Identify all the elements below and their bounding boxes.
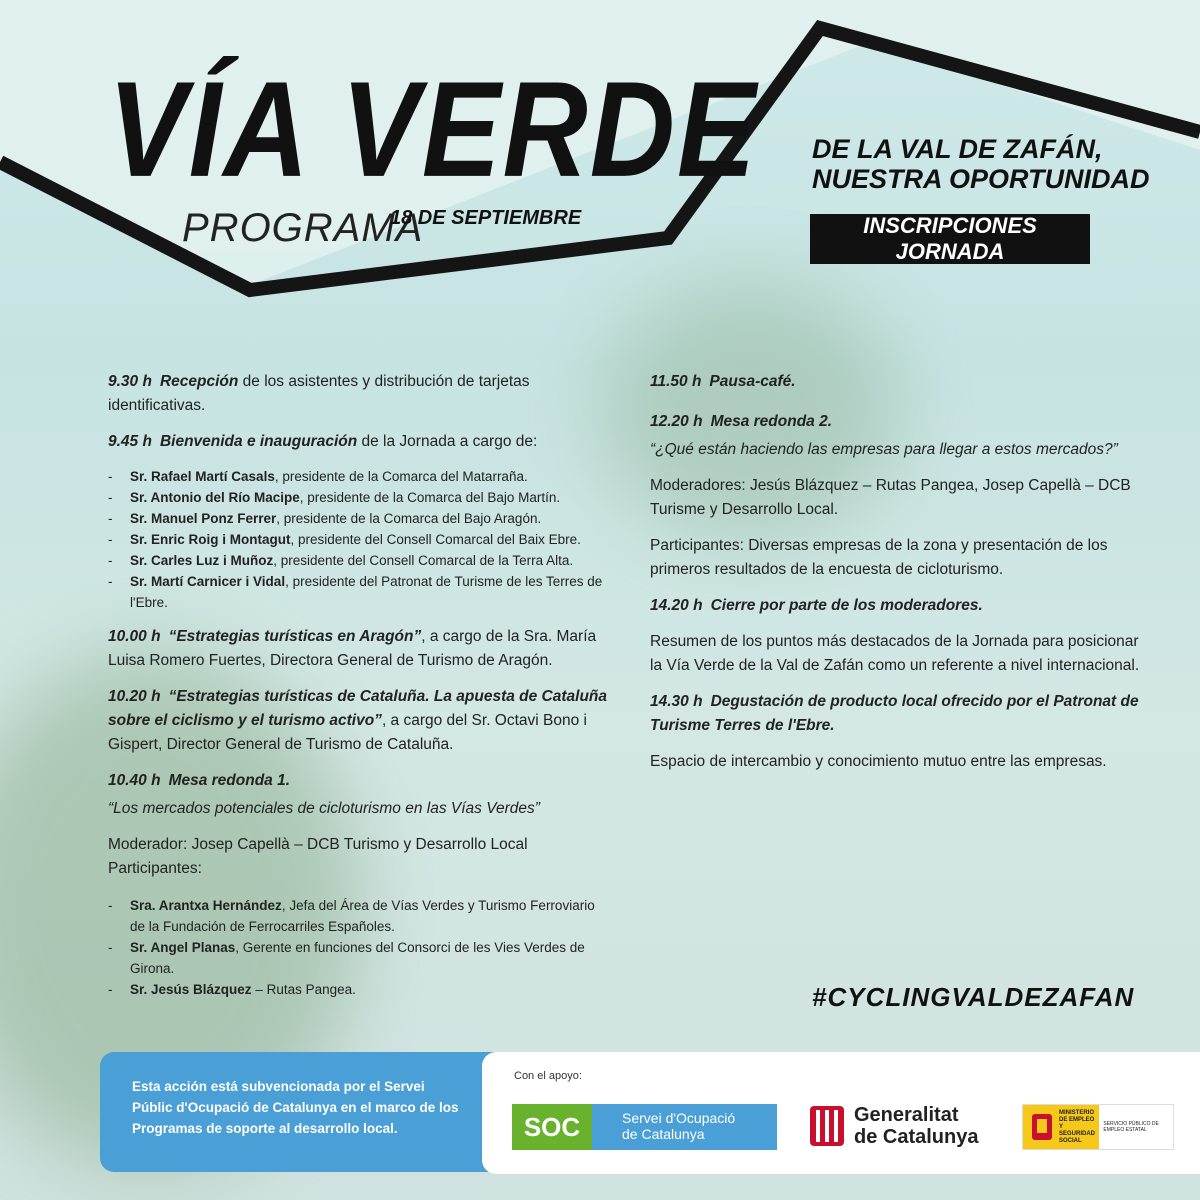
- program-item: 12.20 h Mesa redonda 2.: [650, 413, 833, 430]
- participants-line: Participantes: Diversas empresas de la zona y presentación de los primeros resultados de la encuesta de cicloturismo.: [650, 537, 1108, 578]
- page-title: VÍA VERDE: [108, 53, 758, 206]
- program-item: 9.45 h Bienvenida e inauguración de la Jornada a cargo de:: [108, 433, 538, 450]
- hashtag: #CYCLINGVALDEZAFAN: [812, 982, 1135, 1012]
- program-text: Espacio de intercambio y conocimiento mutuo entre las empresas.: [650, 753, 1107, 770]
- funding-text: Esta acción está subvencionada por el Servei Públic d'Ocupació de Catalunya en el marco de los Programas de soporte al desarrollo local.: [132, 1079, 459, 1136]
- participants-list: [108, 895, 608, 1000]
- list-item: - Sra. Arantxa Hernández, Jefa del Área de Vías Verdes y Turismo Ferroviario de la Fundación de Ferrocarriles Españoles.: [108, 895, 608, 937]
- programa-label: PROGRAMA: [182, 206, 424, 250]
- list-item: - Sr. Rafael Martí Casals, presidente de la Comarca del Matarraña.: [108, 466, 608, 487]
- program-item: 10.40 h Mesa redonda 1.: [108, 772, 291, 789]
- ministerio-text: MINISTERIO DE EMPLEO Y SEGURIDAD SOCIAL: [1059, 1109, 1096, 1144]
- list-item: - Sr. Manuel Ponz Ferrer, presidente de la Comarca del Bajo Aragón.: [108, 508, 608, 529]
- subtitle-line: DE LA VAL DE ZAFÁN,: [812, 134, 1103, 164]
- list-item: - Sr. Antonio del Río Macipe, presidente de la Comarca del Bajo Martín.: [108, 487, 608, 508]
- program-right-column: [650, 370, 1150, 786]
- ministerio-logo: [1022, 1104, 1174, 1150]
- generalitat-emblem-icon: [810, 1106, 844, 1146]
- list-item: - Sr. Martí Carnicer i Vidal, presidente del Patronat de Turisme de les Terres de l'Ebre.: [108, 571, 608, 613]
- support-label: Con el apoyo:: [514, 1070, 582, 1082]
- coat-of-arms-icon: [1029, 1112, 1055, 1142]
- generalitat-logo-text: Generalitat de Catalunya: [854, 1104, 979, 1148]
- footer-sponsors: [482, 1052, 1200, 1174]
- speakers-list: [108, 466, 608, 613]
- subtitle-line: NUESTRA OPORTUNIDAD: [812, 164, 1150, 194]
- program-text: Resumen de los puntos más destacados de la Jornada para posicionar la Vía Verde de la Val de Zafán como un referente a nivel internacional.: [650, 633, 1140, 674]
- moderator-line: Moderador: Josep Capellà – DCB Turismo y Desarrollo Local Participantes:: [108, 836, 528, 877]
- list-item: - Sr. Jesús Blázquez – Rutas Pangea.: [108, 979, 608, 1000]
- subtitle: [812, 134, 1150, 194]
- inscripciones-button[interactable]: INSCRIPCIONES JORNADA: [810, 214, 1090, 264]
- program-item: 14.30 h Degustación de producto local ofrecido por el Patronat de Turisme Terres de l'Ebre.: [650, 693, 1139, 734]
- program-item: 9.30 h Recepción de los asistentes y distribución de tarjetas identificativas.: [108, 373, 530, 414]
- moderator-line: Moderadores: Jesús Blázquez – Rutas Pangea, Josep Capellà – DCB Turisme y Desarrollo Local.: [650, 477, 1131, 518]
- program-item: 14.20 h Cierre por parte de los moderadores.: [650, 597, 983, 614]
- session-quote: “¿Qué están haciendo las empresas para llegar a estos mercados?”: [650, 441, 1118, 458]
- list-item: - Sr. Enric Roig i Montagut, presidente del Consell Comarcal del Baix Ebre.: [108, 529, 608, 550]
- program-left-column: [108, 370, 608, 1012]
- session-quote: “Los mercados potenciales de cicloturismo en las Vías Verdes”: [108, 800, 540, 817]
- sepe-text: SERVICIO PÚBLICO DE EMPLEO ESTATAL: [1103, 1121, 1159, 1133]
- footer-funding-note: [100, 1052, 520, 1172]
- generalitat-logo: [810, 1104, 978, 1148]
- program-item: 10.20 h “Estrategias turísticas de Cataluña. La apuesta de Cataluña sobre el ciclismo y el turismo activo”, a cargo del Sr. Octavi Bono i Gispert, Director General de Turismo de Cataluña.: [108, 688, 608, 753]
- list-item: - Sr. Carles Luz i Muñoz, presidente del Consell Comarcal de la Terra Alta.: [108, 550, 608, 571]
- soc-logo: [512, 1104, 777, 1150]
- program-item: 10.00 h “Estrategias turísticas en Aragón”, a cargo de la Sra. María Luisa Romero Fuertes, Directora General de Turismo de Aragón.: [108, 628, 597, 669]
- list-item: - Sr. Angel Planas, Gerente en funciones del Consorci de les Vies Verdes de Girona.: [108, 937, 608, 979]
- program-item: 11.50 h Pausa-café.: [650, 373, 796, 390]
- soc-logo-text: Servei d'Ocupació de Catalunya: [592, 1104, 777, 1150]
- soc-logo-mark: SOC: [512, 1104, 592, 1150]
- event-date: 18 DE SEPTIEMBRE: [390, 207, 582, 229]
